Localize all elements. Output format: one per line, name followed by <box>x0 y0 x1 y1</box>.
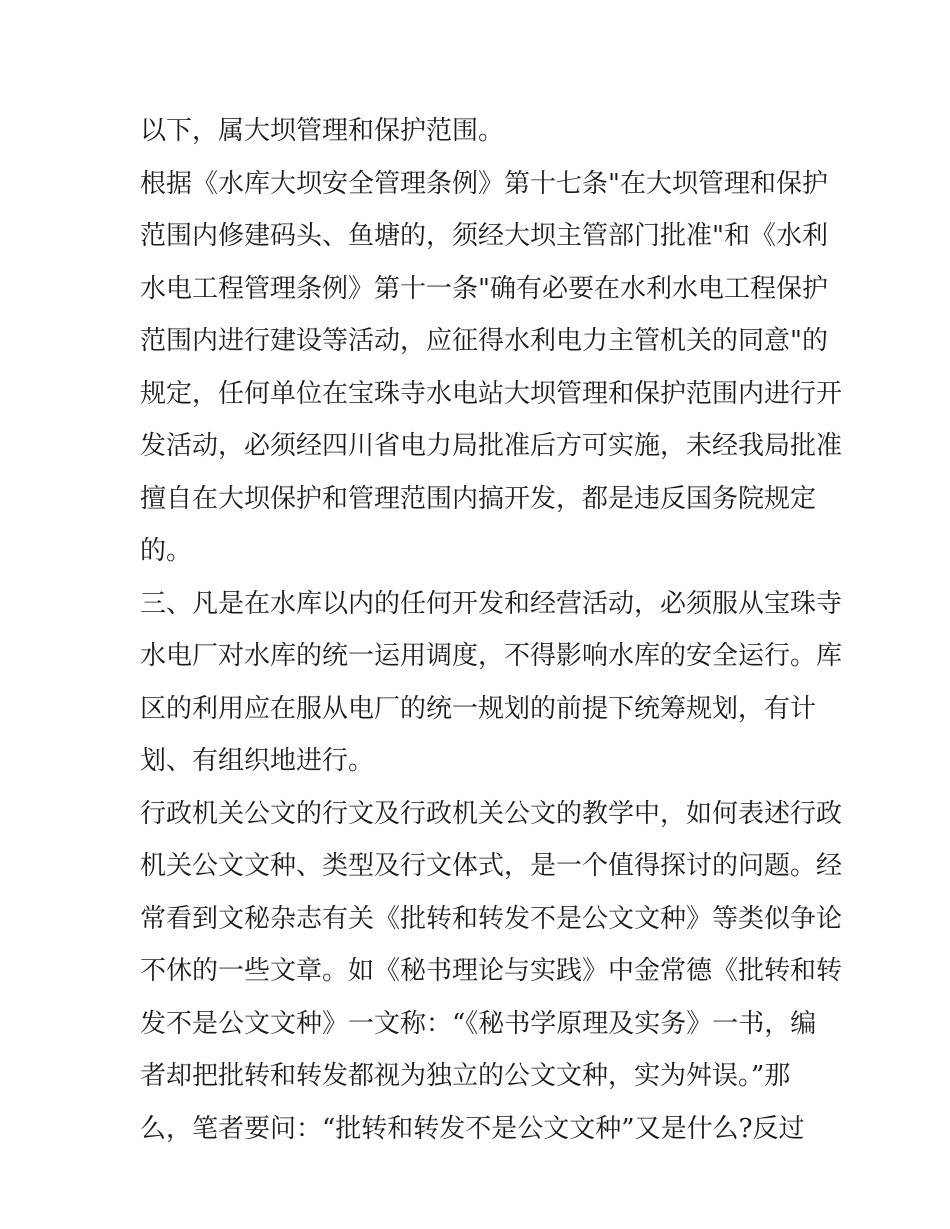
text-line: 机关公文文种、类型及行文体式，是一个值得探讨的问题。经 <box>140 851 843 881</box>
text-line: 范围内进行建设等活动，应征得水利电力主管机关的同意"的 <box>140 326 828 356</box>
text-line: 三、凡是在水库以内的任何开发和经营活动，必须服从宝珠寺 <box>140 588 843 619</box>
text-line: 范围内修建码头、鱼塘的，须经大坝主管部门批准"和《水利 <box>140 221 828 251</box>
text-line: 划、有组织地进行。 <box>140 746 375 776</box>
text-line: 区的利用应在服从电厂的统一规划的前提下统筹规划，有计 <box>140 693 817 724</box>
text-line: 者却把批转和转发都视为独立的公文文种，实为舛误。”那 <box>140 1061 791 1091</box>
body-text <box>140 105 843 1155</box>
text-line: 么，笔者要问：“批转和转发不是公文文种”又是什么?反过 <box>140 1113 805 1144</box>
text-line: 的。 <box>140 536 193 566</box>
text-line: 规定，任何单位在宝珠寺水电站大坝管理和保护范围内进行开 <box>140 378 843 409</box>
text-line: 水电工程管理条例》第十一条"确有必要在水利水电工程保护 <box>140 273 828 304</box>
text-line: 发不是公文文种》一文称：“《秘书学原理及实务》一书，编 <box>140 1008 817 1039</box>
text-line: 以下，属大坝管理和保护范围。 <box>140 116 505 146</box>
text-line: 根据《水库大坝安全管理条例》第十七条"在大坝管理和保护 <box>140 168 828 199</box>
text-line: 行政机关公文的行文及行政机关公文的教学中，如何表述行政 <box>140 798 843 829</box>
text-line: 发活动，必须经四川省电力局批准后方可实施，未经我局批准 <box>140 431 843 461</box>
text-line: 水电厂对水库的统一运用调度，不得影响水库的安全运行。库 <box>140 641 843 671</box>
text-line: 不休的一些文章。如《秘书理论与实践》中金常德《批转和转 <box>140 956 843 986</box>
text-line: 擅自在大坝保护和管理范围内搞开发，都是违反国务院规定 <box>140 483 817 514</box>
text-line: 常看到文秘杂志有关《批转和转发不是公文文种》等类似争论 <box>140 903 843 934</box>
